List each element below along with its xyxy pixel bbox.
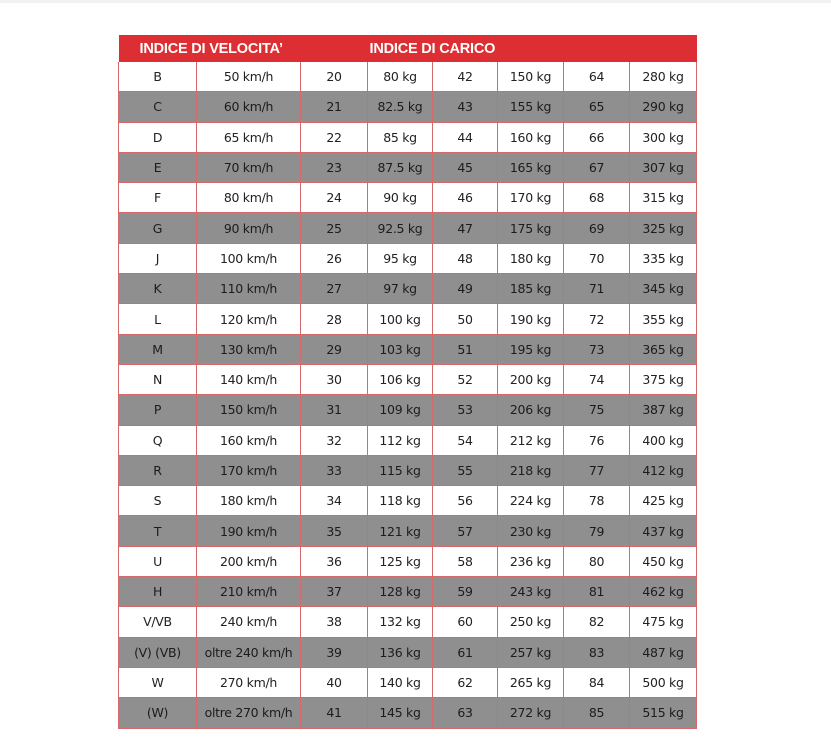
- load-value-cell: 106 kg: [368, 364, 433, 394]
- load-index-cell: 26: [301, 243, 368, 273]
- load-index-cell: 71: [564, 274, 630, 304]
- speed-value-cell: 70 km/h: [197, 152, 301, 182]
- load-value-cell: 170 kg: [498, 183, 564, 213]
- speed-value-cell: 120 km/h: [197, 304, 301, 334]
- speed-symbol-cell: U: [119, 546, 197, 576]
- table-row: [119, 243, 697, 273]
- load-index-cell: 70: [564, 243, 630, 273]
- load-value-cell: 335 kg: [630, 243, 697, 273]
- load-index-cell: 79: [564, 516, 630, 546]
- load-value-cell: 230 kg: [498, 516, 564, 546]
- load-value-cell: 121 kg: [368, 516, 433, 546]
- load-value-cell: 87.5 kg: [368, 152, 433, 182]
- load-index-cell: 39: [301, 637, 368, 667]
- load-value-cell: 224 kg: [498, 486, 564, 516]
- load-value-cell: 375 kg: [630, 364, 697, 394]
- load-value-cell: 257 kg: [498, 637, 564, 667]
- speed-symbol-cell: L: [119, 304, 197, 334]
- load-index-cell: 25: [301, 213, 368, 243]
- table-row: [119, 667, 697, 697]
- load-value-cell: 425 kg: [630, 486, 697, 516]
- load-index-cell: 57: [433, 516, 498, 546]
- load-index-cell: 40: [301, 667, 368, 697]
- table-row: [119, 152, 697, 182]
- load-value-cell: 82.5 kg: [368, 92, 433, 122]
- load-index-cell: 44: [433, 122, 498, 152]
- load-index-cell: 42: [433, 62, 498, 92]
- load-index-cell: 28: [301, 304, 368, 334]
- load-index-cell: 83: [564, 637, 630, 667]
- load-index-cell: 50: [433, 304, 498, 334]
- speed-value-cell: 140 km/h: [197, 364, 301, 394]
- table-row: [119, 607, 697, 637]
- load-index-cell: 38: [301, 607, 368, 637]
- table-row: [119, 516, 697, 546]
- load-value-cell: 387 kg: [630, 395, 697, 425]
- load-index-cell: 43: [433, 92, 498, 122]
- load-value-cell: 132 kg: [368, 607, 433, 637]
- table-row: [119, 183, 697, 213]
- load-value-cell: 160 kg: [498, 122, 564, 152]
- load-index-cell: 29: [301, 334, 368, 364]
- load-index-cell: 77: [564, 455, 630, 485]
- load-value-cell: 280 kg: [630, 62, 697, 92]
- load-value-cell: 80 kg: [368, 62, 433, 92]
- speed-symbol-cell: K: [119, 274, 197, 304]
- load-value-cell: 115 kg: [368, 455, 433, 485]
- table-row: [119, 334, 697, 364]
- load-index-cell: 74: [564, 364, 630, 394]
- load-value-cell: 97 kg: [368, 274, 433, 304]
- tire-index-table: [118, 35, 697, 729]
- load-value-cell: 218 kg: [498, 455, 564, 485]
- load-value-cell: 140 kg: [368, 667, 433, 697]
- load-index-cell: 46: [433, 183, 498, 213]
- load-index-cell: 33: [301, 455, 368, 485]
- load-index-cell: 54: [433, 425, 498, 455]
- speed-value-cell: 270 km/h: [197, 667, 301, 697]
- speed-symbol-cell: N: [119, 364, 197, 394]
- speed-symbol-cell: G: [119, 213, 197, 243]
- load-value-cell: 365 kg: [630, 334, 697, 364]
- speed-symbol-cell: (V) (VB): [119, 637, 197, 667]
- load-value-cell: 109 kg: [368, 395, 433, 425]
- speed-symbol-cell: F: [119, 183, 197, 213]
- header-spacer: [301, 35, 368, 62]
- load-index-cell: 21: [301, 92, 368, 122]
- load-index-cell: 52: [433, 364, 498, 394]
- top-divider: [0, 0, 831, 3]
- speed-value-cell: 80 km/h: [197, 183, 301, 213]
- table-row: [119, 698, 697, 728]
- load-value-cell: 118 kg: [368, 486, 433, 516]
- load-index-cell: 51: [433, 334, 498, 364]
- load-index-cell: 45: [433, 152, 498, 182]
- load-index-cell: 59: [433, 577, 498, 607]
- load-value-cell: 195 kg: [498, 334, 564, 364]
- load-index-cell: 62: [433, 667, 498, 697]
- load-index-cell: 80: [564, 546, 630, 576]
- table-row: [119, 62, 697, 92]
- load-value-cell: 290 kg: [630, 92, 697, 122]
- load-value-cell: 103 kg: [368, 334, 433, 364]
- load-index-cell: 41: [301, 698, 368, 728]
- load-value-cell: 112 kg: [368, 425, 433, 455]
- table-row: [119, 637, 697, 667]
- speed-value-cell: 130 km/h: [197, 334, 301, 364]
- speed-value-cell: oltre 240 km/h: [197, 637, 301, 667]
- speed-value-cell: 180 km/h: [197, 486, 301, 516]
- load-value-cell: 125 kg: [368, 546, 433, 576]
- speed-symbol-cell: P: [119, 395, 197, 425]
- load-value-cell: 300 kg: [630, 122, 697, 152]
- speed-value-cell: 200 km/h: [197, 546, 301, 576]
- table-row: [119, 455, 697, 485]
- tire-index-table-container: [118, 35, 696, 729]
- speed-value-cell: 170 km/h: [197, 455, 301, 485]
- load-index-cell: 85: [564, 698, 630, 728]
- load-value-cell: 150 kg: [498, 62, 564, 92]
- load-index-cell: 72: [564, 304, 630, 334]
- load-index-cell: 31: [301, 395, 368, 425]
- load-value-cell: 272 kg: [498, 698, 564, 728]
- load-value-cell: 355 kg: [630, 304, 697, 334]
- load-value-cell: 185 kg: [498, 274, 564, 304]
- load-value-cell: 500 kg: [630, 667, 697, 697]
- load-value-cell: 412 kg: [630, 455, 697, 485]
- load-value-cell: 100 kg: [368, 304, 433, 334]
- speed-value-cell: oltre 270 km/h: [197, 698, 301, 728]
- speed-value-cell: 110 km/h: [197, 274, 301, 304]
- load-value-cell: 315 kg: [630, 183, 697, 213]
- load-index-cell: 75: [564, 395, 630, 425]
- speed-symbol-cell: C: [119, 92, 197, 122]
- table-row: [119, 92, 697, 122]
- load-index-cell: 63: [433, 698, 498, 728]
- load-index-cell: 61: [433, 637, 498, 667]
- load-index-cell: 48: [433, 243, 498, 273]
- table-row: [119, 274, 697, 304]
- table-row: [119, 304, 697, 334]
- load-value-cell: 475 kg: [630, 607, 697, 637]
- table-header-row: [119, 35, 697, 62]
- load-index-cell: 66: [564, 122, 630, 152]
- load-value-cell: 136 kg: [368, 637, 433, 667]
- speed-symbol-cell: R: [119, 455, 197, 485]
- speed-symbol-cell: D: [119, 122, 197, 152]
- speed-symbol-cell: V/VB: [119, 607, 197, 637]
- speed-value-cell: 210 km/h: [197, 577, 301, 607]
- speed-symbol-cell: M: [119, 334, 197, 364]
- load-value-cell: 212 kg: [498, 425, 564, 455]
- load-index-cell: 23: [301, 152, 368, 182]
- load-index-cell: 60: [433, 607, 498, 637]
- load-value-cell: 180 kg: [498, 243, 564, 273]
- load-index-cell: 67: [564, 152, 630, 182]
- speed-symbol-cell: T: [119, 516, 197, 546]
- load-index-cell: 53: [433, 395, 498, 425]
- speed-symbol-cell: (W): [119, 698, 197, 728]
- load-value-cell: 90 kg: [368, 183, 433, 213]
- table-row: [119, 213, 697, 243]
- speed-symbol-cell: E: [119, 152, 197, 182]
- load-value-cell: 190 kg: [498, 304, 564, 334]
- load-index-cell: 69: [564, 213, 630, 243]
- load-index-cell: 56: [433, 486, 498, 516]
- load-index-cell: 84: [564, 667, 630, 697]
- load-index-cell: 22: [301, 122, 368, 152]
- table-row: [119, 425, 697, 455]
- load-value-cell: 200 kg: [498, 364, 564, 394]
- load-index-cell: 65: [564, 92, 630, 122]
- load-value-cell: 243 kg: [498, 577, 564, 607]
- load-index-cell: 30: [301, 364, 368, 394]
- load-value-cell: 92.5 kg: [368, 213, 433, 243]
- load-index-cell: 82: [564, 607, 630, 637]
- speed-symbol-cell: W: [119, 667, 197, 697]
- load-index-cell: 81: [564, 577, 630, 607]
- load-index-cell: 24: [301, 183, 368, 213]
- load-index-cell: 49: [433, 274, 498, 304]
- load-index-cell: 37: [301, 577, 368, 607]
- speed-index-header: INDICE DI VELOCITA’: [119, 35, 301, 62]
- load-index-cell: 58: [433, 546, 498, 576]
- speed-value-cell: 100 km/h: [197, 243, 301, 273]
- load-value-cell: 85 kg: [368, 122, 433, 152]
- load-index-cell: 20: [301, 62, 368, 92]
- speed-value-cell: 50 km/h: [197, 62, 301, 92]
- load-index-cell: 76: [564, 425, 630, 455]
- load-value-cell: 265 kg: [498, 667, 564, 697]
- load-value-cell: 307 kg: [630, 152, 697, 182]
- speed-symbol-cell: S: [119, 486, 197, 516]
- load-index-cell: 55: [433, 455, 498, 485]
- load-value-cell: 145 kg: [368, 698, 433, 728]
- load-value-cell: 515 kg: [630, 698, 697, 728]
- load-value-cell: 165 kg: [498, 152, 564, 182]
- load-index-cell: 68: [564, 183, 630, 213]
- load-index-cell: 73: [564, 334, 630, 364]
- load-index-cell: 34: [301, 486, 368, 516]
- speed-symbol-cell: J: [119, 243, 197, 273]
- speed-value-cell: 65 km/h: [197, 122, 301, 152]
- table-row: [119, 486, 697, 516]
- load-value-cell: 462 kg: [630, 577, 697, 607]
- load-index-header: INDICE DI CARICO: [368, 35, 697, 62]
- load-value-cell: 487 kg: [630, 637, 697, 667]
- load-value-cell: 95 kg: [368, 243, 433, 273]
- load-index-cell: 27: [301, 274, 368, 304]
- speed-value-cell: 60 km/h: [197, 92, 301, 122]
- speed-value-cell: 240 km/h: [197, 607, 301, 637]
- speed-value-cell: 190 km/h: [197, 516, 301, 546]
- load-index-cell: 36: [301, 546, 368, 576]
- table-body: [119, 62, 697, 728]
- load-index-cell: 47: [433, 213, 498, 243]
- speed-value-cell: 150 km/h: [197, 395, 301, 425]
- load-value-cell: 450 kg: [630, 546, 697, 576]
- table-row: [119, 122, 697, 152]
- table-row: [119, 577, 697, 607]
- load-value-cell: 236 kg: [498, 546, 564, 576]
- load-value-cell: 175 kg: [498, 213, 564, 243]
- load-index-cell: 35: [301, 516, 368, 546]
- speed-symbol-cell: Q: [119, 425, 197, 455]
- load-value-cell: 325 kg: [630, 213, 697, 243]
- speed-symbol-cell: B: [119, 62, 197, 92]
- speed-value-cell: 160 km/h: [197, 425, 301, 455]
- load-value-cell: 206 kg: [498, 395, 564, 425]
- load-value-cell: 155 kg: [498, 92, 564, 122]
- table-row: [119, 395, 697, 425]
- table-row: [119, 546, 697, 576]
- load-value-cell: 437 kg: [630, 516, 697, 546]
- load-value-cell: 128 kg: [368, 577, 433, 607]
- speed-value-cell: 90 km/h: [197, 213, 301, 243]
- table-row: [119, 364, 697, 394]
- load-value-cell: 400 kg: [630, 425, 697, 455]
- load-value-cell: 250 kg: [498, 607, 564, 637]
- speed-symbol-cell: H: [119, 577, 197, 607]
- load-index-cell: 78: [564, 486, 630, 516]
- load-index-cell: 32: [301, 425, 368, 455]
- load-value-cell: 345 kg: [630, 274, 697, 304]
- load-index-cell: 64: [564, 62, 630, 92]
